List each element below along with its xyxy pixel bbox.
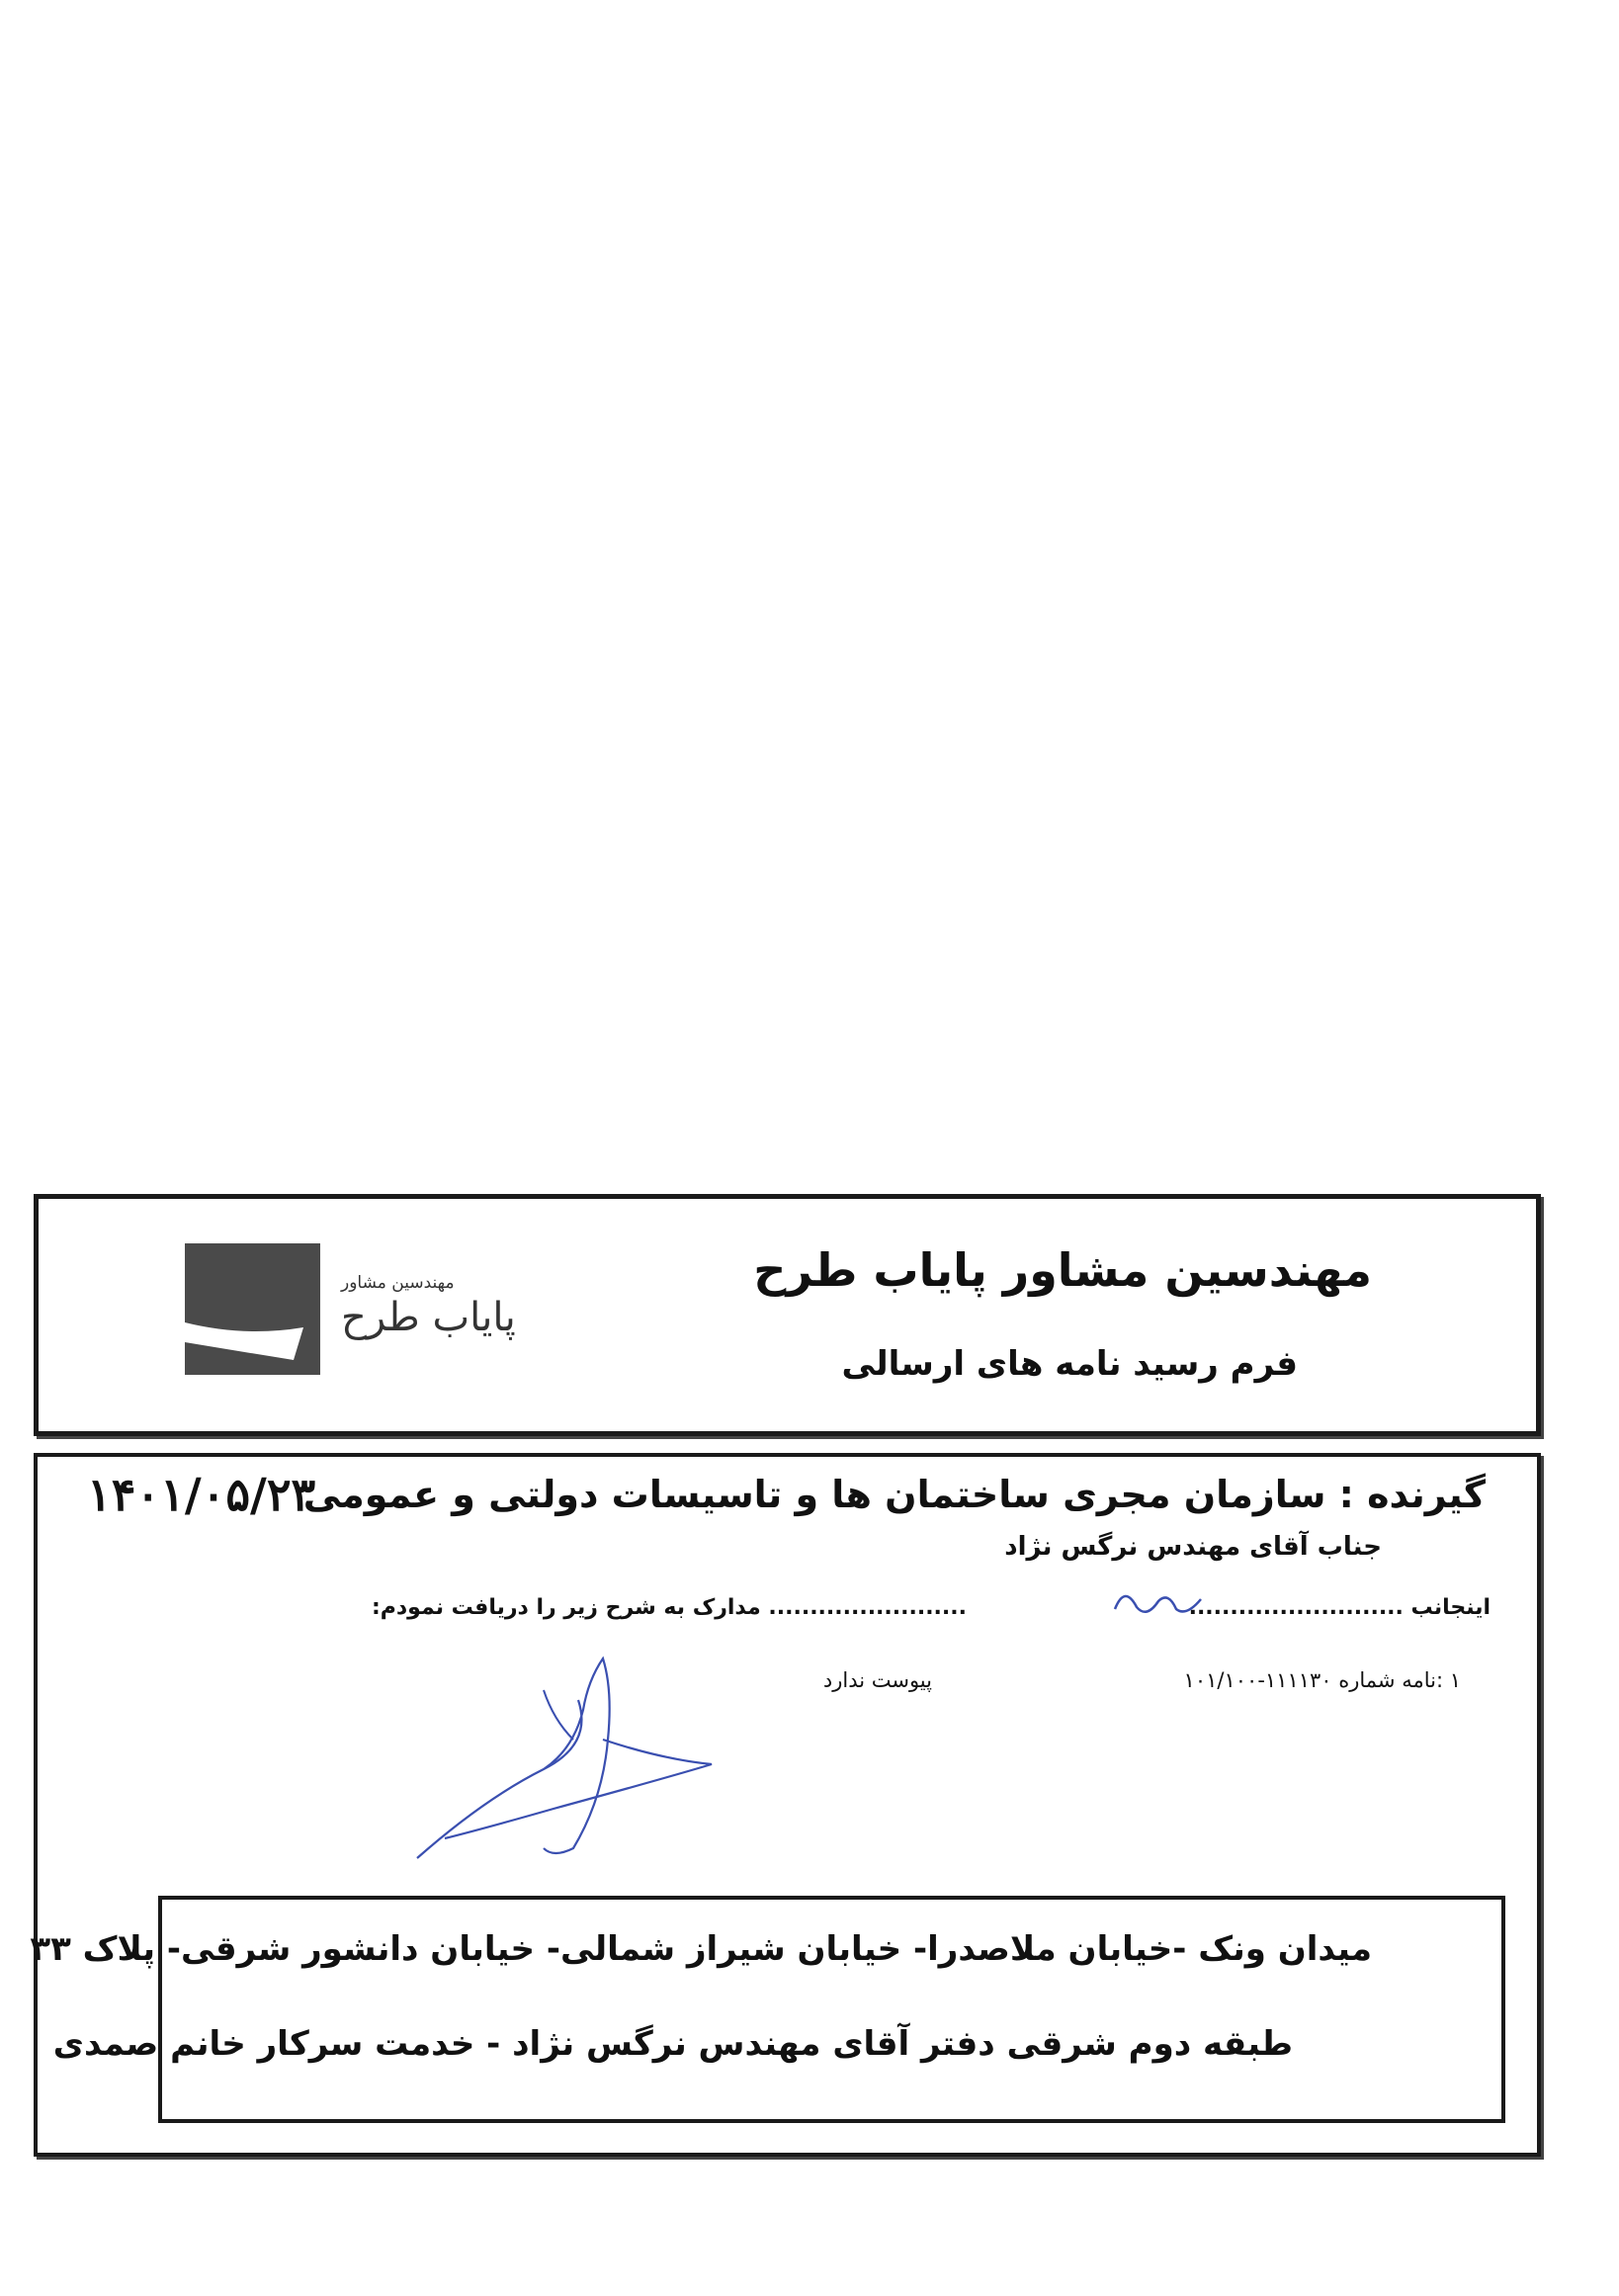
attachment-note: پیوست ندارد xyxy=(822,1668,932,1692)
address-line-1: میدان ونک -خیابان ملاصدرا- خیابان شیراز شمالی- خیابان دانشور شرقی- پلاک ۳۳ xyxy=(30,1929,1372,1969)
statement-suffix: ........................ مدارک به شرح زیر را دریافت نمودم: xyxy=(371,1595,967,1620)
handwritten-name xyxy=(1107,1579,1216,1629)
logo-title: پایاب طرح xyxy=(341,1295,516,1340)
signature xyxy=(405,1651,722,1868)
address-line-2: طبقه دوم شرقی دفتر آقای مهندس نرگس نژاد - خدمت سرکار خانم صمدی xyxy=(52,2024,1293,2064)
attention-line: جناب آقای مهندس نرگس نژاد xyxy=(1004,1532,1382,1562)
logo-subtitle: مهندسین مشاور xyxy=(341,1273,455,1293)
company-logo xyxy=(185,1243,320,1375)
form-title: فرم رسید نامه های ارسالی xyxy=(841,1344,1298,1384)
receipt-date: ۱۴۰۱/۰۵/۲۳ xyxy=(87,1468,316,1521)
company-name: مهندسین مشاور پایاب طرح xyxy=(753,1243,1372,1297)
letter-item: ۱ :نامه شماره ۱۱۱۱۳۰-۱۰۱/۱۰۰ xyxy=(1183,1668,1461,1692)
statement-prefix: اینجانب .......................... xyxy=(1188,1595,1491,1620)
recipient: گیرنده : سازمان مجری ساختمان ها و تاسیسات دولتی و عمومی xyxy=(302,1473,1486,1516)
